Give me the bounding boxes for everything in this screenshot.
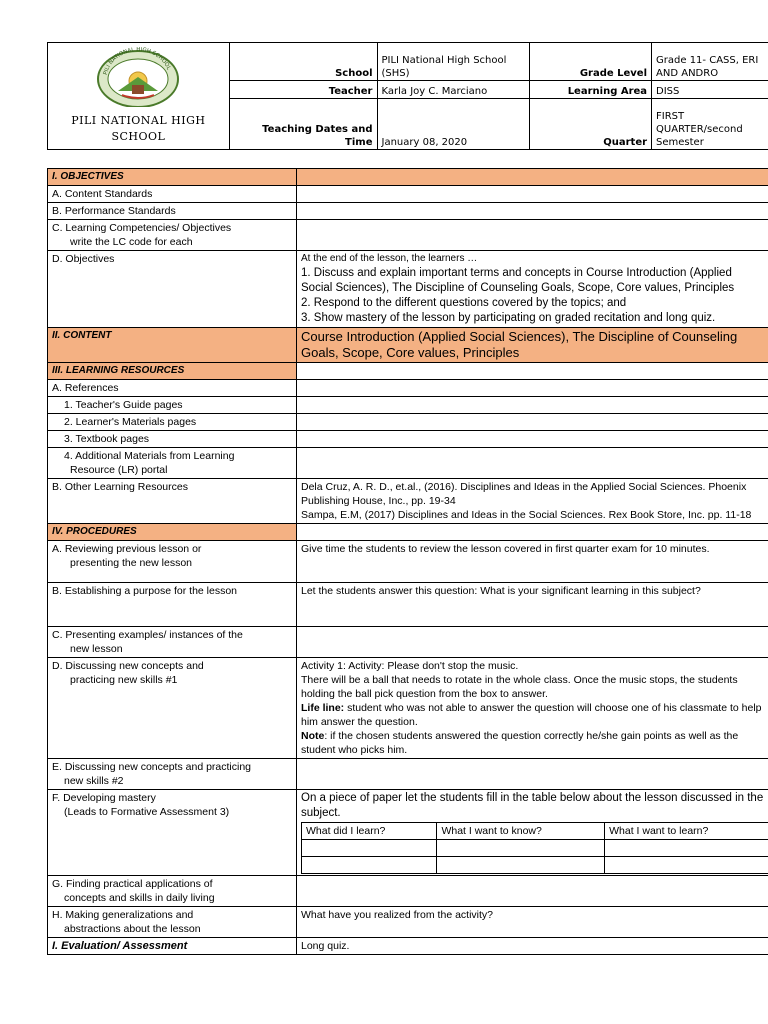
procedure-e-label: E. Discussing new concepts and practicing new skills #2 bbox=[48, 759, 297, 790]
teachers-guide-label: 1. Teacher's Guide pages bbox=[48, 397, 297, 414]
evaluation-value: Long quiz. bbox=[297, 938, 768, 955]
procedure-a-value: Give time the students to review the lesson covered in first quarter exam for 10 minutes. bbox=[297, 541, 768, 583]
performance-standards-label: B. Performance Standards bbox=[48, 203, 297, 220]
procedure-d-label: D. Discussing new concepts and practicing new skills #1 bbox=[48, 658, 297, 759]
learning-table-cell bbox=[302, 840, 437, 857]
additional-materials-label: 4. Additional Materials from Learning Resource (LR) portal bbox=[48, 448, 297, 479]
learning-table-cell bbox=[437, 857, 605, 874]
seal-text: PILI NATIONAL HIGH SCHOOL bbox=[103, 47, 172, 76]
learning-table-header: What I want to learn? bbox=[605, 823, 768, 840]
school-value: PILI National High School (SHS) bbox=[377, 43, 530, 81]
section-content: II. CONTENT bbox=[48, 328, 297, 363]
learners-materials-label: 2. Learner's Materials pages bbox=[48, 414, 297, 431]
learning-table-cell bbox=[605, 840, 768, 857]
procedure-f-value: On a piece of paper let the students fill in the table below about the lesson discussed in the subject. What did I learn? What I want to know? What I want to learn? bbox=[297, 790, 768, 876]
references-label: A. References bbox=[48, 380, 297, 397]
procedure-g-label: G. Finding practical applications of concepts and skills in daily living bbox=[48, 876, 297, 907]
procedure-b-value: Let the students answer this question: What is your significant learning in this subject? bbox=[297, 583, 768, 627]
lesson-plan-table bbox=[47, 168, 768, 955]
procedure-f-label: F. Developing mastery (Leads to Formative Assessment 3) bbox=[48, 790, 297, 876]
school-logo-cell bbox=[48, 43, 230, 150]
teacher-value: Karla Joy C. Marciano bbox=[377, 81, 530, 99]
learning-table-header: What I want to know? bbox=[437, 823, 605, 840]
grade-level-label: Grade Level bbox=[530, 43, 652, 81]
procedure-h-value: What have you realized from the activity? bbox=[297, 907, 768, 938]
teaching-dates-label: Teaching Dates and Time bbox=[229, 99, 377, 150]
textbook-label: 3. Textbook pages bbox=[48, 431, 297, 448]
section-objectives: I. OBJECTIVES bbox=[48, 169, 297, 186]
competencies-label: C. Learning Competencies/ Objectives write the LC code for each bbox=[48, 220, 297, 251]
procedure-b-label: B. Establishing a purpose for the lesson bbox=[48, 583, 297, 627]
objectives-value: At the end of the lesson, the learners … 1. Discuss and explain important terms and concepts in Course Introduction (Applied Social Sciences), The Discipline of Counseling Goals, Scope, Core values, Principles 2. Respond to the different questions covered by the topics; and 3. Show mastery of the lesson by participating on graded recitation and long quiz. bbox=[297, 251, 768, 328]
teaching-dates-value: January 08, 2020 bbox=[377, 99, 530, 150]
learning-table-cell bbox=[437, 840, 605, 857]
section-procedures: IV. PROCEDURES bbox=[48, 524, 297, 541]
procedure-a-label: A. Reviewing previous lesson or presenting the new lesson bbox=[48, 541, 297, 583]
section-learning-resources: III. LEARNING RESOURCES bbox=[48, 363, 297, 380]
learning-table bbox=[301, 822, 768, 874]
learning-table-cell bbox=[302, 857, 437, 874]
other-resources-value: Dela Cruz, A. R. D., et.al., (2016). Disciplines and Ideas in the Applied Social Sciences. Phoenix Publishing House, Inc., pp. 19-34 Sampa, E.M, (2017) Disciplines and Ideas in the Social Sciences. Rex Book Store, Inc. pp. 11-18 bbox=[297, 479, 768, 524]
procedure-h-label: H. Making generalizations and abstractions about the lesson bbox=[48, 907, 297, 938]
content-standards-label: A. Content Standards bbox=[48, 186, 297, 203]
grade-level-value: Grade 11- CASS, ERI AND ANDRO bbox=[652, 43, 768, 81]
quarter-value: FIRST QUARTER/second Semester bbox=[652, 99, 768, 150]
objectives-label: D. Objectives bbox=[48, 251, 297, 328]
school-label: School bbox=[229, 43, 377, 81]
school-name: PILI NATIONAL HIGH SCHOOL bbox=[71, 114, 206, 143]
content-value: Course Introduction (Applied Social Sciences), The Discipline of Counseling Goals, Scope, Core values, Principles bbox=[297, 328, 768, 363]
other-resources-label: B. Other Learning Resources bbox=[48, 479, 297, 524]
quarter-label: Quarter bbox=[530, 99, 652, 150]
procedure-d-value: Activity 1: Activity: Please don't stop the music. There will be a ball that needs to rotate in the whole class. Once the music stops, the students holding the ball pick question from the box to answer. Life line: student who was not able to answer the question will choose one of his classmate to help him answer the question. Note: if the chosen students answered the question correctly he/she gain points as well as the student who picks him. bbox=[297, 658, 768, 759]
evaluation-label: I. Evaluation/ Assessment bbox=[48, 938, 297, 955]
header-table bbox=[47, 42, 768, 150]
procedure-c-label: C. Presenting examples/ instances of the new lesson bbox=[48, 627, 297, 658]
learning-table-header: What did I learn? bbox=[302, 823, 437, 840]
learning-table-cell bbox=[605, 857, 768, 874]
learning-area-value: DISS bbox=[652, 81, 768, 99]
school-seal-icon bbox=[92, 47, 184, 107]
teacher-label: Teacher bbox=[229, 81, 377, 99]
learning-area-label: Learning Area bbox=[530, 81, 652, 99]
